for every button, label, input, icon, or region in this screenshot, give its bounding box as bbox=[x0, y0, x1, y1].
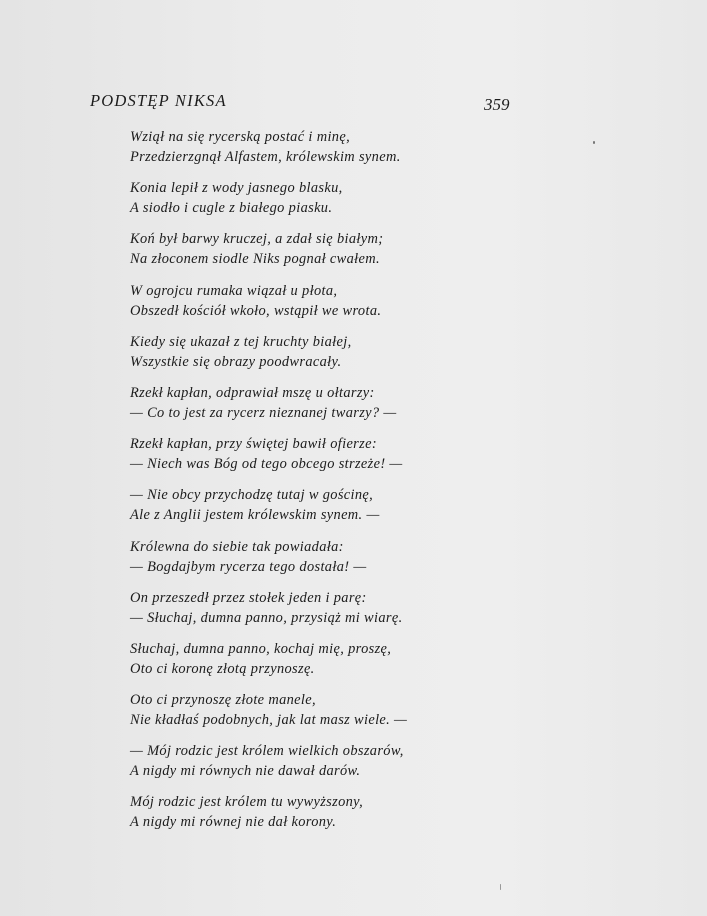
verse-line: Konia lepił z wody jasnego blasku, bbox=[130, 180, 343, 197]
stanza bbox=[130, 383, 570, 423]
verse-line: Przedzierzgnął Alfastem, królewskim synem. bbox=[130, 149, 401, 165]
verse-line: — Bogdajbym rycerza tego dostała! — bbox=[130, 558, 367, 575]
verse-line: Obszedł kościół wkoło, wstąpił we wrota. bbox=[130, 302, 382, 319]
stanza bbox=[130, 690, 570, 730]
stanza bbox=[130, 178, 570, 218]
stanza bbox=[130, 588, 570, 628]
verse-line: Koń był barwy kruczej, a zdał się białym; bbox=[130, 231, 384, 248]
stanza bbox=[130, 537, 570, 577]
verse-line: — Niech was Bóg od tego obcego strzeże! — bbox=[130, 456, 403, 473]
verse-line: A nigdy mi równej nie dał korony. bbox=[130, 814, 337, 831]
stanza bbox=[130, 741, 570, 781]
verse-line: — Nie obcy przychodzę tutaj w gościnę, bbox=[130, 487, 374, 504]
running-title: PODSTĘP NIKSA bbox=[90, 91, 227, 110]
poem-body bbox=[130, 127, 570, 844]
verse-line: Słuchaj, dumna panno, kochaj mię, proszę, bbox=[130, 640, 392, 657]
verse-line: Ale z Anglii jestem królewskim synem. — bbox=[130, 507, 380, 524]
paper-speck bbox=[500, 884, 501, 890]
verse-line: A siodło i cugle z białego piasku. bbox=[130, 200, 333, 217]
verse-line: Oto ci przynoszę złote manele, bbox=[130, 692, 316, 709]
verse-line: Rzekł kapłan, przy świętej bawił ofierze: bbox=[130, 436, 377, 453]
stanza bbox=[130, 434, 570, 474]
verse-line: Na złoconem siodle Niks pognał cwałem. bbox=[130, 251, 380, 268]
stanza bbox=[130, 127, 570, 167]
verse-line: Nie kładłaś podobnych, jak lat masz wiele. — bbox=[130, 712, 408, 729]
verse-line: Mój rodzic jest królem tu wywyższony, bbox=[130, 794, 364, 811]
verse-line: — Słuchaj, dumna panno, przysiąż mi wiarę. bbox=[130, 609, 403, 626]
stanza bbox=[130, 332, 570, 372]
stanza bbox=[130, 229, 570, 269]
verse-line: — Mój rodzic jest królem wielkich obszarów, bbox=[130, 743, 404, 760]
verse-line: Wszystkie się obrazy poodwracały. bbox=[130, 353, 342, 370]
stanza bbox=[130, 792, 570, 832]
verse-line: Oto ci koronę złotą przynoszę. bbox=[130, 660, 315, 677]
verse-line: A nigdy mi równych nie dawał darów. bbox=[130, 763, 361, 780]
verse-line: Królewna do siebie tak powiadała: bbox=[130, 538, 344, 555]
verse-line: Kiedy się ukazał z tej kruchty białej, bbox=[130, 333, 352, 350]
verse-line: — Co to jest za rycerz nieznanej twarzy? — bbox=[130, 404, 397, 421]
paper-speck bbox=[593, 141, 595, 144]
verse-line: Rzekł kapłan, odprawiał mszę u ołtarzy: bbox=[130, 384, 375, 401]
verse-line: Wziął na się rycerską postać i minę, bbox=[130, 129, 351, 145]
page-number: 359 bbox=[484, 95, 510, 114]
stanza bbox=[130, 281, 570, 321]
stanza bbox=[130, 485, 570, 525]
verse-line: On przeszedł przez stołek jeden i parę: bbox=[130, 589, 367, 606]
stanza bbox=[130, 639, 570, 679]
verse-line: W ogrojcu rumaka wiązał u płota, bbox=[130, 282, 338, 299]
